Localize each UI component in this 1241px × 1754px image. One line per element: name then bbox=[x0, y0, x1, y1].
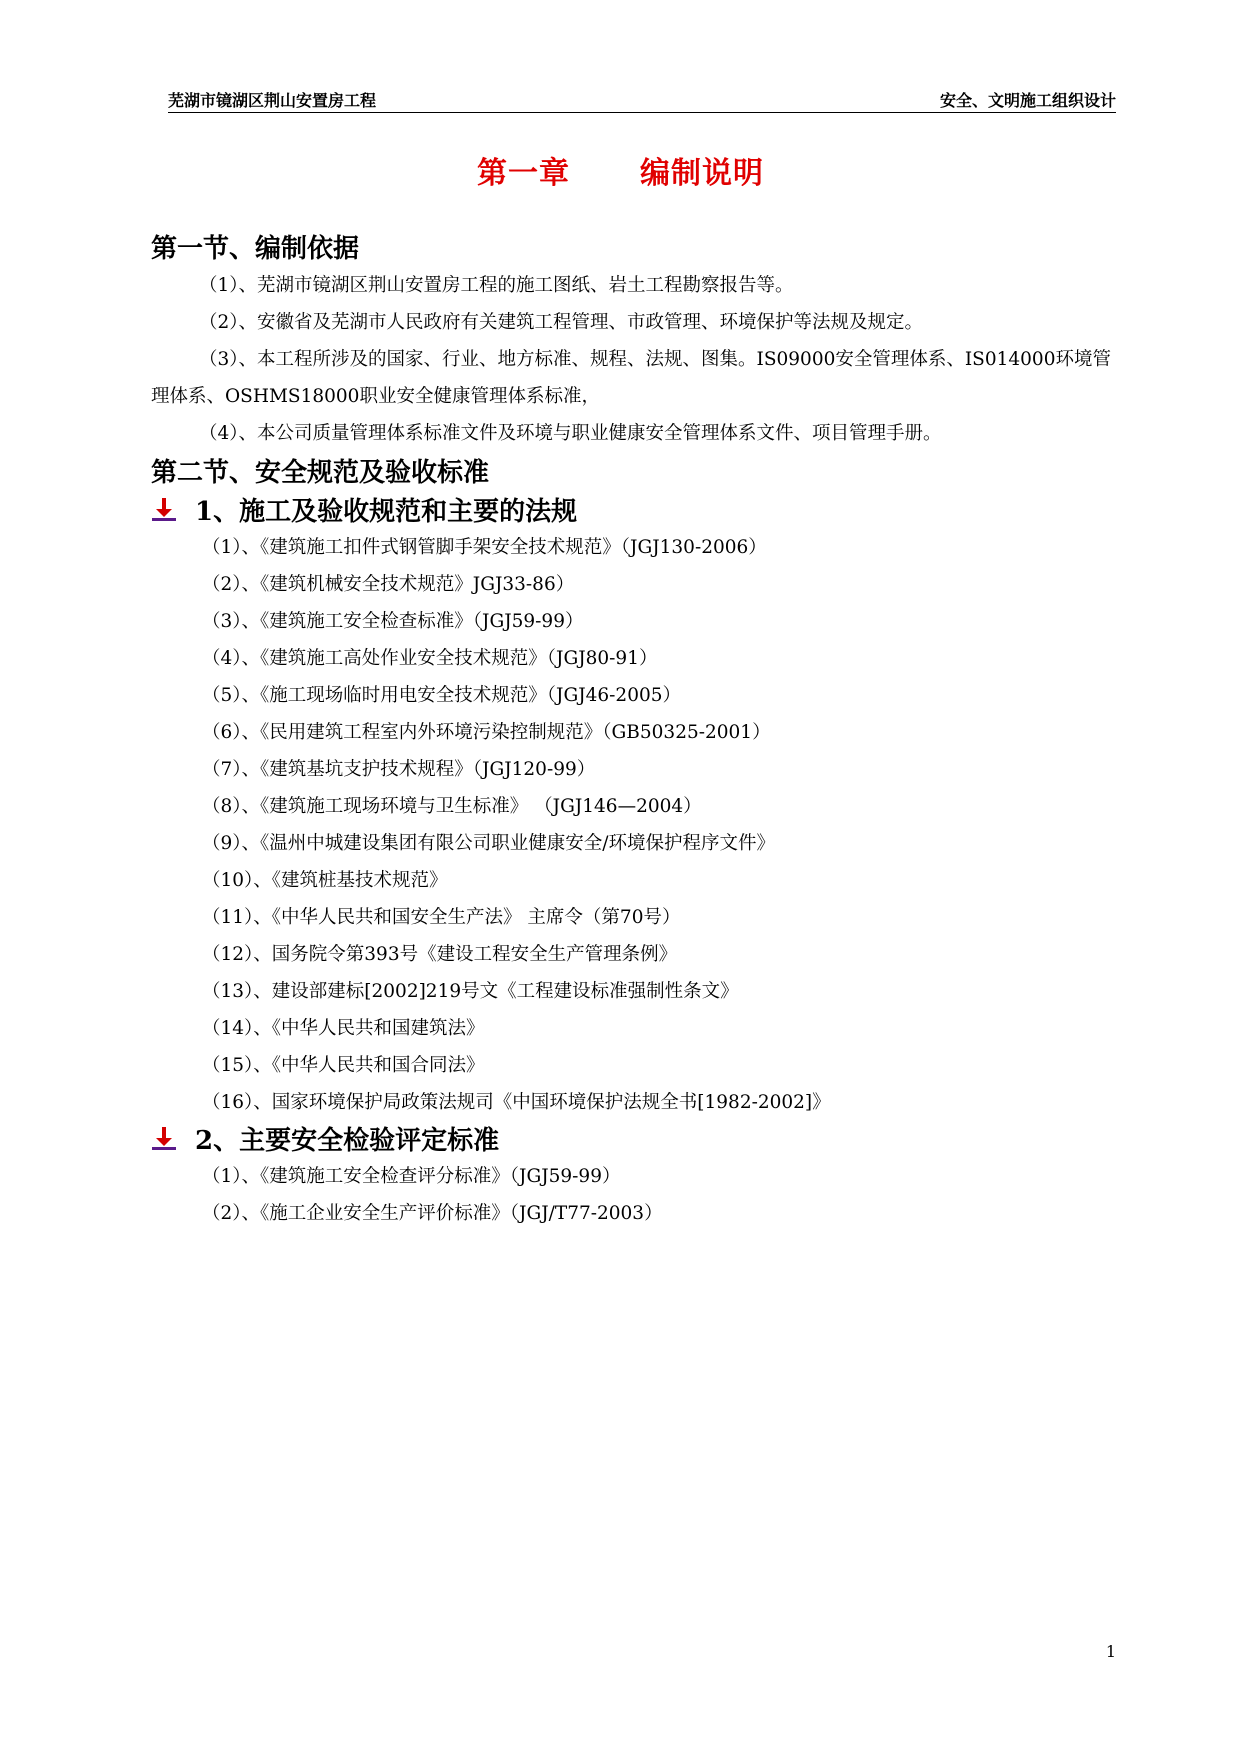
section1-paragraph: （4）、本公司质量管理体系标准文件及环境与职业健康安全管理体系文件、项目管理手册。 bbox=[199, 423, 942, 444]
regulation-item: （3）、《建筑施工安全检查标准》（JGJ59-99） bbox=[202, 611, 584, 632]
page-number: 1 bbox=[1105, 1642, 1116, 1661]
subsection-1 bbox=[151, 491, 577, 528]
regulation-item: （8）、《建筑施工现场环境与卫生标准》 （JGJ146—2004） bbox=[202, 796, 702, 817]
header-document-title: 安全、文明施工组织设计 bbox=[939, 91, 1116, 110]
arrow-marker-icon bbox=[151, 1126, 177, 1152]
regulation-item: （15）、《中华人民共和国合同法》 bbox=[202, 1055, 485, 1076]
regulation-item: （4）、《建筑施工高处作业安全技术规范》（JGJ80-91） bbox=[202, 648, 658, 669]
regulation-item: （13）、建设部建标[2002]219号文《工程建设标准强制性条文》 bbox=[202, 981, 739, 1002]
section1-paragraph: （3）、本工程所涉及的国家、行业、地方标准、规程、法规、图集。IS09000安全管理体系、IS014000环境管理体系、OSHMS18000职业安全健康管理体系标准， bbox=[151, 349, 1111, 407]
section1-paragraph: （2）、安徽省及芜湖市人民政府有关建筑工程管理、市政管理、环境保护等法规及规定。 bbox=[199, 312, 924, 333]
regulation-item: （10）、《建筑桩基技术规范》 bbox=[202, 870, 448, 891]
regulation-item: （12）、国务院令第393号《建设工程安全生产管理条例》 bbox=[202, 944, 678, 965]
regulation-item: （6）、《民用建筑工程室内外环境污染控制规范》（GB50325-2001） bbox=[202, 722, 771, 743]
regulation-item: （7）、《建筑基坑支护技术规程》（JGJ120-99） bbox=[202, 759, 596, 780]
section1-paragraph: （1）、芜湖市镜湖区荆山安置房工程的施工图纸、岩土工程勘察报告等。 bbox=[199, 275, 794, 296]
section2-title: 第二节、安全规范及验收标准 bbox=[151, 458, 490, 488]
regulation-item: （11）、《中华人民共和国安全生产法》 主席令（第70号） bbox=[202, 907, 681, 928]
regulation-item: （16）、国家环境保护局政策法规司《中国环境保护法规全书[1982-2002]》 bbox=[202, 1092, 831, 1113]
subsection-1-title: 1、施工及验收规范和主要的法规 bbox=[195, 497, 578, 527]
header-project-name: 芜湖市镜湖区荆山安置房工程 bbox=[168, 91, 377, 110]
standard-item: （2）、《施工企业安全生产评价标准》（JGJ/T77-2003） bbox=[202, 1203, 663, 1224]
regulation-item: （5）、《施工现场临时用电安全技术规范》（JGJ46-2005） bbox=[202, 685, 682, 706]
chapter-number: 第一章 bbox=[477, 156, 570, 191]
chapter-name: 编制说明 bbox=[640, 156, 764, 191]
regulation-item: （2）、《建筑机械安全技术规范》JGJ33-86） bbox=[202, 574, 575, 595]
subsection-2-title: 2、主要安全检验评定标准 bbox=[195, 1126, 500, 1156]
standard-item: （1）、《建筑施工安全检查评分标准》（JGJ59-99） bbox=[202, 1166, 621, 1187]
chapter-title bbox=[0, 148, 1241, 192]
regulation-item: （14）、《中华人民共和国建筑法》 bbox=[202, 1018, 485, 1039]
section1-title: 第一节、编制依据 bbox=[151, 234, 360, 264]
subsection-2 bbox=[151, 1120, 499, 1157]
arrow-marker-icon bbox=[151, 497, 177, 523]
regulation-item: （1）、《建筑施工扣件式钢管脚手架安全技术规范》（JGJ130-2006） bbox=[202, 537, 767, 558]
regulation-item: （9）、《温州中城建设集团有限公司职业健康安全/环境保护程序文件》 bbox=[202, 833, 776, 854]
page-header bbox=[168, 88, 1116, 113]
